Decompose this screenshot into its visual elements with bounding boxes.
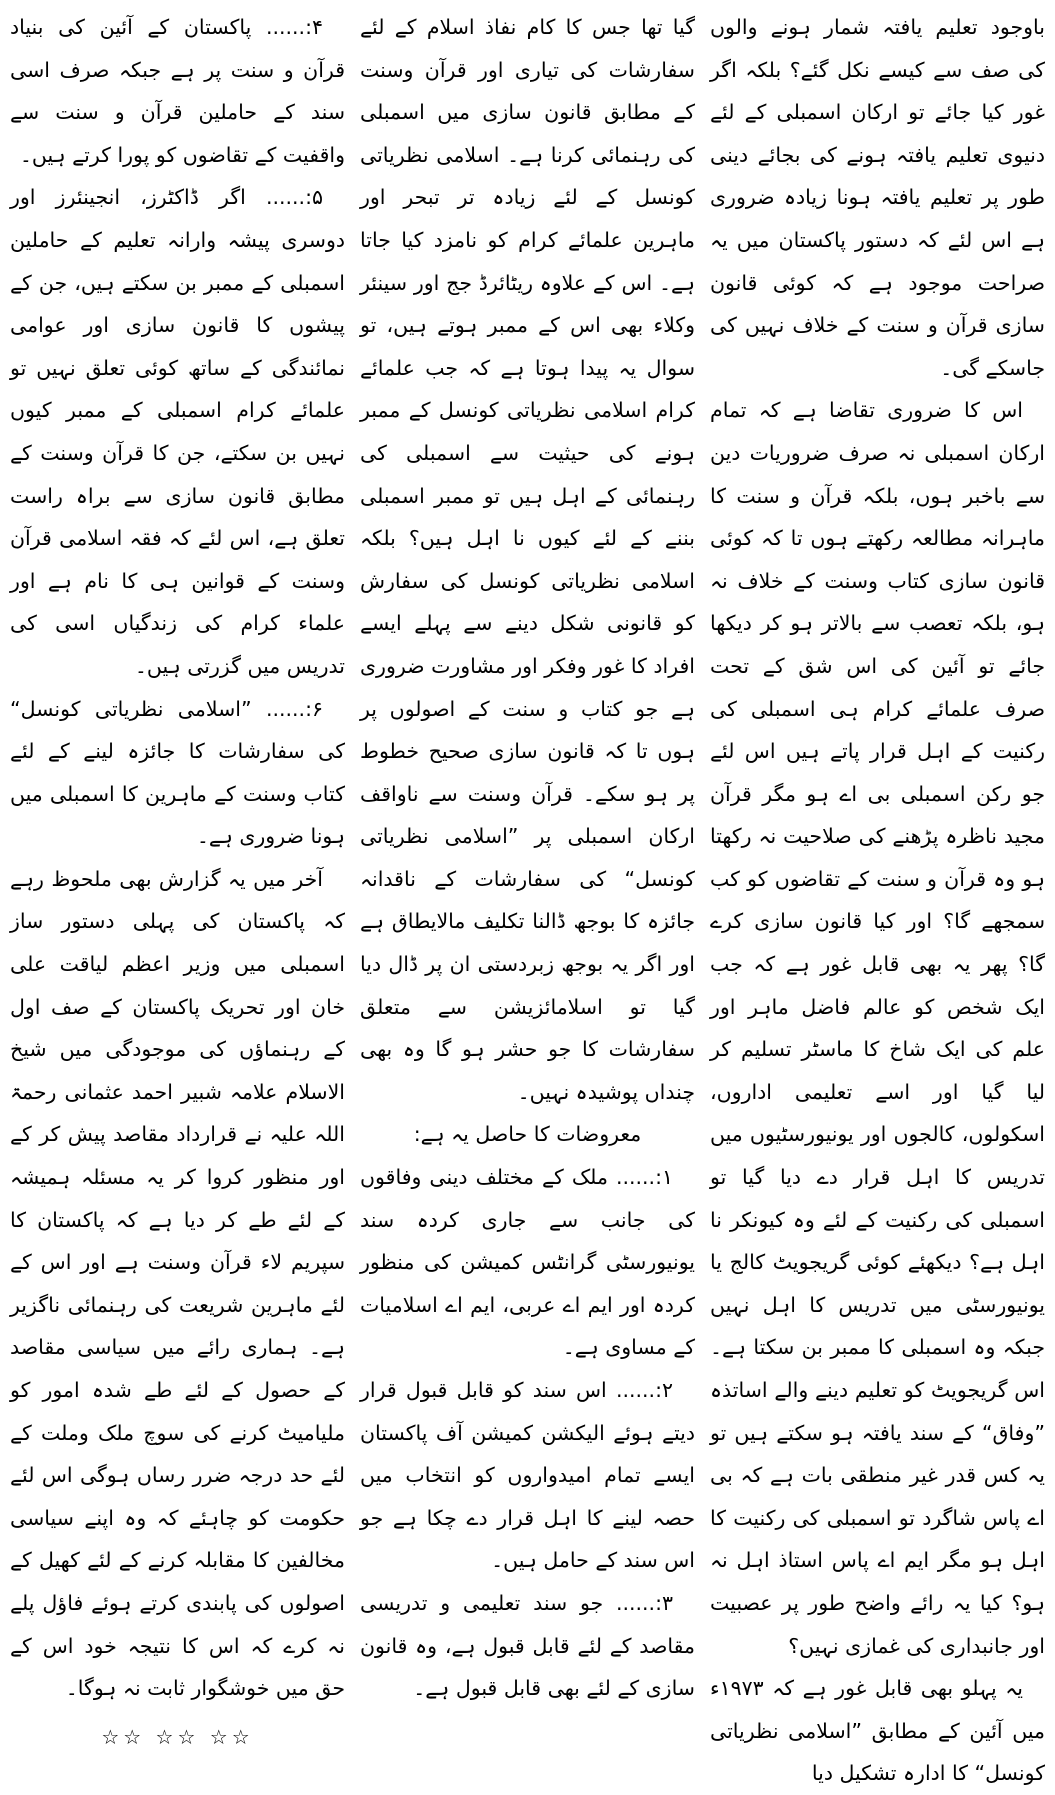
text-columns xyxy=(10,6,1045,1786)
numbered-point-5: ۵:...... اگر ڈاکٹرز، انجینئرز اور دوسری پیشہ وارانہ تعلیم کے حاملین اسمبلی کے ممبر بن سکتے ہیں، جن کے پیشوں کا قانون سازی اور عوامی نمائندگی کے ساتھ کوئی تعلق نہیں تو علمائے کرام اسمبلی کے ممبر کیوں نہیں بن سکتے، جن کا قرآن وسنت کے مطابق قانون سازی سے براہ راست تعلق ہے، اس لئے کہ فقہ اسلامی قرآن وسنت کے قوانین ہی کا نام ہے اور علماء کرام کی زندگیاں اسی کی تدریس میں گزرتی ہیں۔ xyxy=(10,185,345,678)
left-column xyxy=(10,6,345,1749)
right-column xyxy=(710,6,1045,1786)
numbered-point-6: ۶:...... ”اسلامی نظریاتی کونسل“ کی سفارشات کا جائزہ لینے کے لئے کتاب وسنت کے ماہرین کا اسمبلی میں ہونا ضروری ہے۔ xyxy=(10,696,345,849)
paragraph: گیا تھا جس کا کام نفاذ اسلام کے لئے سفارشات کی تیاری اور قرآن وسنت کے مطابق قانون سازی میں اسمبلی کی رہنمائی کرنا ہے۔ اسلامی نظریاتی کونسل کے لئے زیادہ تر تبحر اور ماہرین علمائے کرام کو نامزد کیا جاتا ہے۔ اس کے علاوہ ریٹائرڈ جج اور سینئر وکلاء بھی اس کے ممبر ہوتے ہیں، تو سوال یہ پیدا ہوتا ہے کہ جب علمائے کرام اسلامی نظریاتی کونسل کے ممبر ہونے کی حیثیت سے اسمبلی کی رہنمائی کے اہل ہیں تو ممبر اسمبلی بننے کے لئے کیوں نا اہل ہیں؟ بلکہ اسلامی نظریاتی کونسل کی سفارش کو قانونی شکل دینے سے پہلے ایسے افراد کا غور وفکر اور مشاورت ضروری ہے جو کتاب و سنت کے اصولوں پر ہوں تا کہ قانون سازی صحیح خطوط پر ہو سکے۔ قرآن وسنت سے ناواقف ارکان اسمبلی پر ”اسلامی نظریاتی کونسل“ کی سفارشات کے ناقدانہ جائزہ کا بوجھ ڈالنا تکلیف مالایطاق ہے اور اگر یہ بوجھ زبردستی ان پر ڈال دیا گیا تو اسلامائزیشن سے متعلق سفارشات کا جو حشر ہو گا وہ بھی چنداں پوشیدہ نہیں۔ xyxy=(360,15,695,1104)
paragraph: یہ پہلو بھی قابل غور ہے کہ ۱۹۷۳ء میں آئین کے مطابق ”اسلامی نظریاتی کونسل“ کا ادارہ تشکیل دیا xyxy=(710,1676,1045,1786)
paragraph: اس کا ضروری تقاضا ہے کہ تمام ارکان اسمبلی نہ صرف ضروریات دین سے باخبر ہوں، بلکہ قرآن و سنت کا ماہرانہ مطالعہ رکھتے ہوں تا کہ کوئی قانون سازی کتاب وسنت کے خلاف نہ ہو، بلکہ تعصب سے بالاتر ہو کر دیکھا جائے تو آئین کی اس شق کے تحت صرف علمائے کرام ہی اسمبلی کی رکنیت کے اہل قرار پاتے ہیں اس لئے جو رکن اسمبلی بی اے ہو مگر قرآن مجید ناظرہ پڑھنے کی صلاحیت نہ رکھتا ہو وہ قرآن و سنت کے تقاضوں کو کب سمجھے گا؟ اور کیا قانون سازی کرے گا؟ پھر یہ بھی قابل غور ہے کہ جب ایک شخص کو عالم فاضل ماہر اور علم کی ایک شاخ کا ماسٹر تسلیم کر لیا گیا اور اسے تعلیمی اداروں، اسکولوں، کالجوں اور یونیورسٹیوں میں تدریس کا اہل قرار دے دیا گیا تو اسمبلی کی رکنیت کے لئے وہ کیونکر نا اہل ہے؟ دیکھئے کوئی گریجویٹ کالج یا یونیورسٹی میں تدریس کا اہل نہیں جبکہ وہ اسمبلی کا ممبر بن سکتا ہے۔ اس گریجویٹ کو تعلیم دینے والے اساتذہ ”وفاق“ کے سند یافتہ ہو سکتے ہیں تو یہ کس قدر غیر منطقی بات ہے کہ بی اے پاس شاگرد تو اسمبلی کی رکنیت کا اہل ہو مگر ایم اے پاس استاذ اہل نہ ہو؟ کیا یہ رائے واضح طور پر عصبیت اور جانبداری کی غمازی نہیں؟ xyxy=(710,398,1045,1658)
numbered-point-2: ۲:...... اس سند کو قابل قبول قرار دیتے ہوئے الیکشن کمیشن آف پاکستان ایسے تمام امیدواروں کو انتخاب میں حصہ لینے کا اہل قرار دے چکا ہے جو اس سند کے حامل ہیں۔ xyxy=(360,1378,695,1573)
numbered-point-1: ۱:...... ملک کے مختلف دینی وفاقوں کی جانب سے جاری کردہ سند یونیورسٹی گرانٹس کمیشن کی منظور کردہ اور ایم اے عربی، ایم اے اسلامیات کے مساوی ہے۔ xyxy=(360,1165,695,1360)
paragraph: باوجود تعلیم یافتہ شمار ہونے والوں کی صف سے کیسے نکل گئے؟ بلکہ اگر غور کیا جائے تو ارکان اسمبلی کے لئے دنیوی تعلیم یافتہ ہونے کی بجائے دینی طور پر تعلیم یافتہ ہونا زیادہ ضروری ہے اس لئے کہ دستور پاکستان میں یہ صراحت موجود ہے کہ کوئی قانون سازی قرآن و سنت کے خلاف نہیں کی جاسکے گی۔ xyxy=(710,15,1045,380)
summary-heading: معروضات کا حاصل یہ ہے: xyxy=(413,1122,642,1147)
closing-stars-mark: ☆☆ ☆☆ ☆☆ xyxy=(101,1724,254,1749)
numbered-point-3: ۳:...... جو سند تعلیمی و تدریسی مقاصد کے لئے قابل قبول ہے، وہ قانون سازی کے لئے بھی قابل قبول ہے۔ xyxy=(360,1590,695,1701)
numbered-point-4: ۴:...... پاکستان کے آئین کی بنیاد قرآن و سنت پر ہے جبکہ صرف اسی سند کے حاملین قرآن و سنت سے واقفیت کے تقاضوں کو پورا کرتے ہیں۔ xyxy=(10,15,345,167)
closing-paragraph: آخر میں یہ گزارش بھی ملحوظ رہے کہ پاکستان کی پہلی دستور ساز اسمبلی میں وزیر اعظم لیاقت علی خان اور تحریک پاکستان کے صف اول کے رہنماؤں کی موجودگی میں شیخ الاسلام علامہ شبیر احمد عثمانی رحمۃ اللہ علیہ نے قرارداد مقاصد پیش کر کے اور منظور کروا کر یہ مسئلہ ہمیشہ کے لئے طے کر دیا ہے کہ پاکستان کا سپریم لاء قرآن وسنت ہے اور اس کے لئے ماہرین شریعت کی رہنمائی ناگزیر ہے۔ ہماری رائے میں سیاسی مقاصد کے حصول کے لئے طے شدہ امور کو ملیامیٹ کرنے کی سوچ ملک وملت کے لئے حد درجہ ضرر رساں ہوگی اس لئے حکومت کو چاہئے کہ وہ اپنے سیاسی مخالفین کا مقابلہ کرنے کے لئے کھیل کے اصولوں کی پابندی کرتے ہوئے فاؤل پلے نہ کرے کہ اس کا نتیجہ خود اس کے حق میں خوشگوار ثابت نہ ہوگا۔ xyxy=(10,866,345,1701)
middle-column xyxy=(360,6,695,1701)
